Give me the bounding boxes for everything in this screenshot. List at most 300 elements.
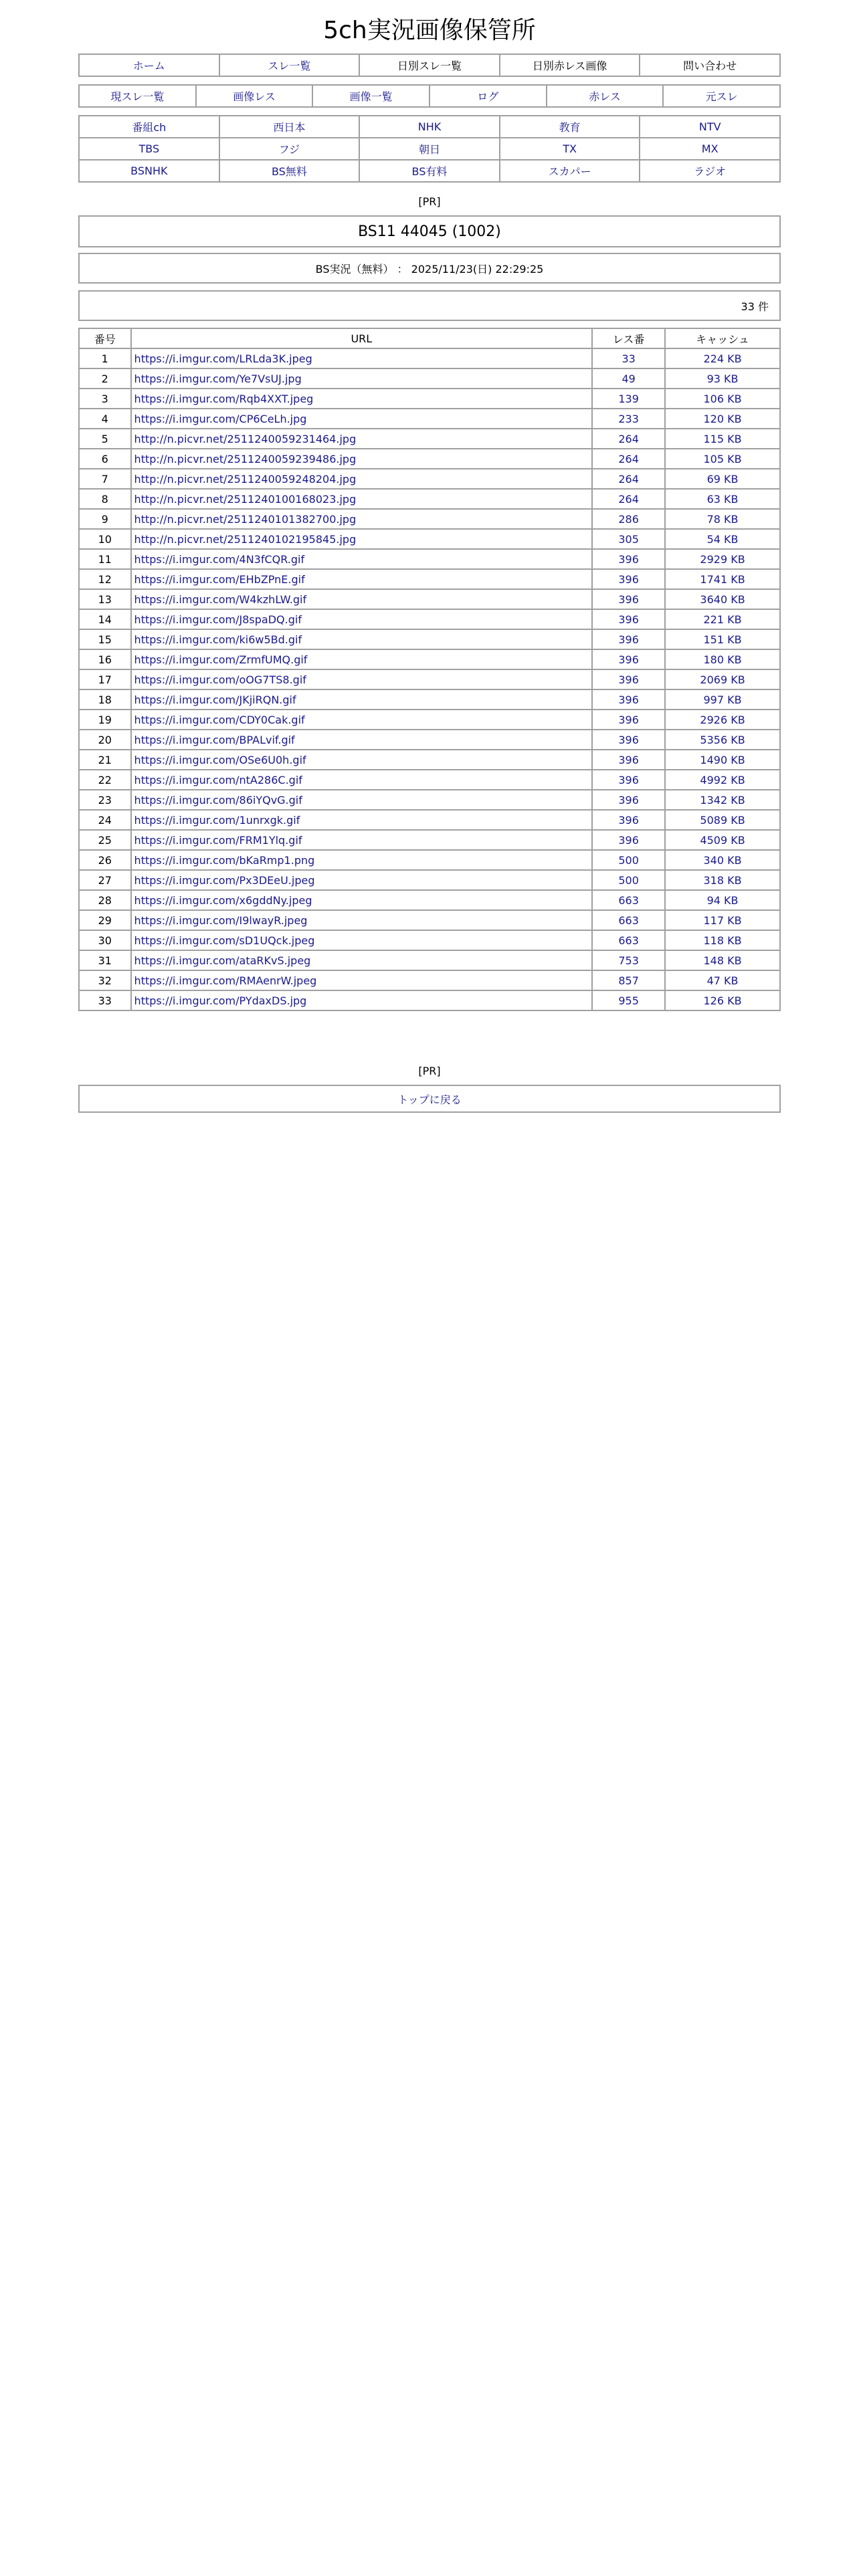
row-url-cell <box>131 770 593 790</box>
image-url-link[interactable]: https://i.imgur.com/PYdaxDS.jpg <box>134 994 307 1007</box>
cache-link[interactable]: 340 KB <box>703 853 742 867</box>
table-row <box>79 649 780 669</box>
row-res-cell <box>592 389 665 409</box>
image-url-link[interactable]: https://i.imgur.com/bKaRmp1.png <box>134 853 315 867</box>
row-res-cell <box>592 489 665 509</box>
image-url-link[interactable]: https://i.imgur.com/RMAenrW.jpeg <box>134 974 317 987</box>
row-url-cell <box>131 629 593 649</box>
image-url-link[interactable]: https://i.imgur.com/OSe6U0h.gif <box>134 753 306 766</box>
res-number-link[interactable]: 857 <box>618 974 639 987</box>
table-row <box>79 910 780 930</box>
row-url-cell <box>131 710 593 730</box>
header-url: URL <box>131 328 593 348</box>
channel-nav-row <box>79 116 780 138</box>
cache-link[interactable]: 69 KB <box>706 472 739 486</box>
channel-link[interactable]: 西日本 <box>273 121 306 134</box>
channel-nav-cell <box>219 116 360 138</box>
channel-link[interactable]: フジ <box>278 143 300 156</box>
row-url-cell <box>131 589 593 609</box>
res-number-link[interactable]: 139 <box>618 392 639 405</box>
row-res-cell <box>592 710 665 730</box>
row-url-cell <box>131 689 593 710</box>
channel-nav-cell <box>359 160 500 182</box>
row-res-cell <box>592 509 665 529</box>
channel-nav-row <box>79 138 780 160</box>
row-res-cell <box>592 348 665 368</box>
row-url-cell <box>131 790 593 810</box>
row-number: 16 <box>79 649 131 669</box>
channel-link[interactable]: 番組ch <box>132 121 167 134</box>
table-row <box>79 930 780 950</box>
res-number-link[interactable]: 955 <box>618 994 639 1007</box>
primary-nav-label[interactable]: 問い合わせ <box>683 60 737 72</box>
row-url-cell <box>131 389 593 409</box>
channel-link[interactable]: NTV <box>698 120 721 133</box>
row-number: 4 <box>79 409 131 429</box>
channel-nav-cell <box>500 138 640 160</box>
res-number-link[interactable]: 663 <box>618 934 639 947</box>
res-number-link[interactable]: 753 <box>618 954 639 967</box>
res-number-link[interactable]: 264 <box>618 432 639 445</box>
res-number-link[interactable]: 264 <box>618 452 639 465</box>
row-cache-cell <box>665 930 780 950</box>
channel-nav-cell <box>79 116 219 138</box>
secondary-nav-cell <box>547 85 664 107</box>
cache-link[interactable]: 221 KB <box>703 613 742 626</box>
secondary-nav-link[interactable]: 赤レス <box>589 90 621 103</box>
site-title: 5ch実況画像保管所 <box>323 17 536 44</box>
res-number-link[interactable]: 500 <box>618 873 639 887</box>
row-cache-cell <box>665 609 780 629</box>
row-number: 20 <box>79 730 131 750</box>
row-number: 13 <box>79 589 131 609</box>
back-to-top-box <box>78 1085 781 1113</box>
row-number: 33 <box>79 990 131 1010</box>
cache-link[interactable]: 151 KB <box>703 633 742 646</box>
image-url-link[interactable]: https://i.imgur.com/I9lwayR.jpeg <box>134 914 308 927</box>
table-row <box>79 509 780 529</box>
row-number: 10 <box>79 529 131 549</box>
channel-nav-cell <box>640 116 780 138</box>
row-number: 21 <box>79 750 131 770</box>
row-cache-cell <box>665 970 780 990</box>
table-row <box>79 810 780 830</box>
cache-link[interactable]: 63 KB <box>706 492 739 506</box>
channel-link[interactable]: BSNHK <box>130 165 168 177</box>
cache-link[interactable]: 115 KB <box>703 432 742 445</box>
row-number: 7 <box>79 469 131 489</box>
row-url-cell <box>131 950 593 970</box>
table-row <box>79 449 780 469</box>
primary-nav-label[interactable]: 日別赤レス画像 <box>532 60 607 72</box>
row-url-cell <box>131 469 593 489</box>
table-row <box>79 389 780 409</box>
res-number-link[interactable]: 396 <box>618 673 639 686</box>
thread-title: BS11 44045 (1002) <box>358 223 501 240</box>
row-res-cell <box>592 368 665 389</box>
table-row <box>79 569 780 589</box>
image-url-link[interactable]: https://i.imgur.com/Rqb4XXT.jpeg <box>134 392 314 405</box>
table-row <box>79 770 780 790</box>
image-url-link[interactable]: https://i.imgur.com/W4kzhLW.gif <box>134 593 307 606</box>
row-number: 1 <box>79 348 131 368</box>
row-res-cell <box>592 830 665 850</box>
res-number-link[interactable]: 396 <box>618 552 639 566</box>
row-cache-cell <box>665 770 780 790</box>
row-url-cell <box>131 429 593 449</box>
channel-link[interactable]: MX <box>701 142 719 155</box>
row-cache-cell <box>665 569 780 589</box>
table-row <box>79 348 780 368</box>
row-cache-cell <box>665 589 780 609</box>
secondary-nav-cell <box>663 85 780 107</box>
header-no: 番号 <box>79 328 131 348</box>
back-to-top-link[interactable]: トップに戻る <box>397 1093 462 1106</box>
row-res-cell <box>592 870 665 890</box>
res-number-link[interactable]: 264 <box>618 472 639 486</box>
row-number: 26 <box>79 850 131 870</box>
table-row <box>79 830 780 850</box>
cache-link[interactable]: 105 KB <box>703 452 742 465</box>
cache-link[interactable]: 54 KB <box>706 532 739 546</box>
channel-link[interactable]: TX <box>563 142 577 155</box>
row-number: 6 <box>79 449 131 469</box>
row-res-cell <box>592 810 665 830</box>
row-url-cell <box>131 850 593 870</box>
cache-link[interactable]: 106 KB <box>703 392 742 405</box>
row-cache-cell <box>665 850 780 870</box>
row-res-cell <box>592 750 665 770</box>
image-url-link[interactable]: https://i.imgur.com/LRLda3K.jpeg <box>134 352 312 365</box>
row-res-cell <box>592 890 665 910</box>
table-row <box>79 589 780 609</box>
thread-title-box <box>78 215 781 247</box>
primary-nav-link[interactable]: スレ一覧 <box>268 60 311 72</box>
table-row <box>79 429 780 449</box>
res-number-link[interactable]: 396 <box>618 773 639 786</box>
cache-link[interactable]: 126 KB <box>703 994 742 1007</box>
row-number: 12 <box>79 569 131 589</box>
res-number-link[interactable]: 49 <box>622 372 636 385</box>
row-res-cell <box>592 429 665 449</box>
res-number-link[interactable]: 396 <box>618 613 639 626</box>
channel-nav-cell <box>219 160 360 182</box>
row-cache-cell <box>665 529 780 549</box>
image-url-link[interactable]: https://i.imgur.com/Px3DEeU.jpeg <box>134 873 315 887</box>
row-number: 28 <box>79 890 131 910</box>
table-row <box>79 730 780 750</box>
row-res-cell <box>592 930 665 950</box>
image-url-link[interactable]: https://i.imgur.com/x6gddNy.jpeg <box>134 893 312 907</box>
row-url-cell <box>131 669 593 689</box>
image-url-link[interactable]: http://n.picvr.net/2511240102195845.jpg <box>134 532 357 546</box>
image-url-link[interactable]: https://i.imgur.com/CP6CeLh.jpg <box>134 412 307 425</box>
row-res-cell <box>592 569 665 589</box>
res-number-link[interactable]: 500 <box>618 853 639 867</box>
row-res-cell <box>592 529 665 549</box>
table-row <box>79 970 780 990</box>
res-number-link[interactable]: 396 <box>618 833 639 847</box>
row-res-cell <box>592 950 665 970</box>
channel-nav-cell <box>500 116 640 138</box>
row-cache-cell <box>665 730 780 750</box>
row-url-cell <box>131 810 593 830</box>
row-cache-cell <box>665 549 780 569</box>
channel-link[interactable]: 教育 <box>559 121 581 134</box>
row-url-cell <box>131 930 593 950</box>
secondary-nav-cell <box>312 85 430 107</box>
channel-nav-row <box>79 160 780 182</box>
row-url-cell <box>131 509 593 529</box>
primary-nav-cell[interactable] <box>500 54 640 76</box>
res-number-link[interactable]: 396 <box>618 753 639 766</box>
row-cache-cell <box>665 689 780 710</box>
res-number-link[interactable]: 663 <box>618 893 639 907</box>
row-number: 2 <box>79 368 131 389</box>
row-res-cell <box>592 790 665 810</box>
cache-link[interactable]: 4992 KB <box>700 773 745 786</box>
row-res-cell <box>592 970 665 990</box>
table-row <box>79 609 780 629</box>
row-res-cell <box>592 409 665 429</box>
row-number: 17 <box>79 669 131 689</box>
res-number-link[interactable]: 396 <box>618 733 639 746</box>
table-header-row <box>79 328 780 348</box>
cache-link[interactable]: 78 KB <box>706 512 739 526</box>
table-row <box>79 710 780 730</box>
channel-link[interactable]: スカパー <box>548 165 591 178</box>
primary-nav-cell[interactable] <box>359 54 500 76</box>
table-row <box>79 489 780 509</box>
row-res-cell <box>592 730 665 750</box>
table-row <box>79 850 780 870</box>
cache-link[interactable]: 1342 KB <box>700 793 745 807</box>
channel-nav-cell <box>79 160 219 182</box>
table-row <box>79 689 780 710</box>
channel-link[interactable]: ラジオ <box>694 165 727 178</box>
header-cache: キャッシュ <box>665 328 780 348</box>
row-number: 24 <box>79 810 131 830</box>
row-url-cell <box>131 609 593 629</box>
image-url-link[interactable]: https://i.imgur.com/ntA286C.gif <box>134 773 302 786</box>
row-cache-cell <box>665 409 780 429</box>
channel-link[interactable]: 朝日 <box>418 143 440 156</box>
result-count: 33 件 <box>741 300 769 313</box>
row-res-cell <box>592 850 665 870</box>
table-row <box>79 669 780 689</box>
image-url-link[interactable]: https://i.imgur.com/J8spaDQ.gif <box>134 613 302 626</box>
secondary-nav-link[interactable]: 現スレ一覧 <box>110 90 165 103</box>
res-number-link[interactable]: 396 <box>618 572 639 586</box>
row-res-cell <box>592 629 665 649</box>
row-url-cell <box>131 489 593 509</box>
cache-link[interactable]: 3640 KB <box>700 593 745 606</box>
res-number-link[interactable]: 396 <box>618 593 639 606</box>
image-url-link[interactable]: https://i.imgur.com/1unrxgk.gif <box>134 813 300 827</box>
channel-nav <box>78 115 781 183</box>
row-res-cell <box>592 469 665 489</box>
res-number-link[interactable]: 396 <box>618 813 639 827</box>
row-url-cell <box>131 409 593 429</box>
cache-link[interactable]: 4509 KB <box>700 833 745 847</box>
image-url-link[interactable]: http://n.picvr.net/2511240100168023.jpg <box>134 492 357 506</box>
res-number-link[interactable]: 286 <box>618 512 639 526</box>
image-url-link[interactable]: https://i.imgur.com/ataRKvS.jpeg <box>134 954 311 967</box>
secondary-nav-link[interactable]: 画像一覧 <box>349 90 393 103</box>
res-number-link[interactable]: 663 <box>618 914 639 927</box>
row-cache-cell <box>665 469 780 489</box>
secondary-nav-cell <box>79 85 196 107</box>
cache-link[interactable]: 318 KB <box>703 873 742 887</box>
primary-nav-cell <box>219 54 360 76</box>
channel-link[interactable]: BS無料 <box>271 165 307 178</box>
row-number: 31 <box>79 950 131 970</box>
res-number-link[interactable]: 233 <box>618 412 639 425</box>
row-cache-cell <box>665 710 780 730</box>
row-cache-cell <box>665 750 780 770</box>
cache-link[interactable]: 93 KB <box>706 372 739 385</box>
row-url-cell <box>131 449 593 469</box>
channel-link[interactable]: TBS <box>138 142 160 155</box>
row-number: 14 <box>79 609 131 629</box>
image-url-link[interactable]: https://i.imgur.com/ki6w5Bd.gif <box>134 633 302 646</box>
res-number-link[interactable]: 396 <box>618 653 639 666</box>
image-url-link[interactable]: https://i.imgur.com/CDY0Cak.gif <box>134 713 305 726</box>
row-url-cell <box>131 970 593 990</box>
cache-link[interactable]: 2926 KB <box>700 713 745 726</box>
row-url-cell <box>131 870 593 890</box>
table-row <box>79 529 780 549</box>
channel-nav-cell <box>219 138 360 160</box>
row-number: 11 <box>79 549 131 569</box>
image-url-link[interactable]: http://n.picvr.net/2511240101382700.jpg <box>134 512 357 526</box>
row-res-cell <box>592 910 665 930</box>
image-url-link[interactable]: https://i.imgur.com/ZrmfUMQ.gif <box>134 653 308 666</box>
image-url-link[interactable]: http://n.picvr.net/2511240059231464.jpg <box>134 432 357 445</box>
secondary-nav-link[interactable]: 画像レス <box>233 90 276 103</box>
res-number-link[interactable]: 396 <box>618 693 639 706</box>
image-url-link[interactable]: https://i.imgur.com/EHbZPnE.gif <box>134 572 305 586</box>
image-url-link[interactable]: https://i.imgur.com/4N3fCQR.gif <box>134 552 305 566</box>
row-number: 8 <box>79 489 131 509</box>
cache-link[interactable]: 47 KB <box>706 974 739 987</box>
row-url-cell <box>131 348 593 368</box>
cache-link[interactable]: 997 KB <box>703 693 742 706</box>
image-url-link[interactable]: https://i.imgur.com/Ye7VsUJ.jpg <box>134 372 302 385</box>
channel-link[interactable]: BS有料 <box>411 165 448 178</box>
res-number-link[interactable]: 264 <box>618 492 639 506</box>
secondary-nav <box>78 84 781 108</box>
channel-link[interactable]: NHK <box>417 120 442 133</box>
res-number-link[interactable]: 396 <box>618 793 639 807</box>
cache-link[interactable]: 5089 KB <box>700 813 745 827</box>
secondary-nav-link[interactable]: 元スレ <box>705 90 738 103</box>
image-url-link[interactable]: https://i.imgur.com/oOG7TS8.gif <box>134 673 306 686</box>
primary-nav-link[interactable]: ホーム <box>132 60 165 72</box>
row-number: 5 <box>79 429 131 449</box>
row-cache-cell <box>665 870 780 890</box>
row-cache-cell <box>665 649 780 669</box>
image-url-link[interactable]: http://n.picvr.net/2511240059248204.jpg <box>134 472 357 486</box>
res-number-link[interactable]: 33 <box>622 352 636 365</box>
channel-nav-cell <box>640 138 780 160</box>
thread-info-box <box>78 253 781 284</box>
table-row <box>79 368 780 389</box>
row-url-cell <box>131 890 593 910</box>
row-cache-cell <box>665 449 780 469</box>
row-number: 32 <box>79 970 131 990</box>
row-number: 3 <box>79 389 131 409</box>
row-cache-cell <box>665 489 780 509</box>
row-number: 9 <box>79 509 131 529</box>
row-number: 29 <box>79 910 131 930</box>
image-url-link[interactable]: https://i.imgur.com/sD1UQck.jpeg <box>134 934 315 947</box>
pr-label-top: [PR] <box>418 195 441 208</box>
thread-info: BS実況（無料） ： 2025/11/23(日) 22:29:25 <box>315 262 544 276</box>
row-cache-cell <box>665 629 780 649</box>
row-url-cell <box>131 649 593 669</box>
image-table <box>78 328 781 1011</box>
table-row <box>79 870 780 890</box>
cache-link[interactable]: 1490 KB <box>700 753 745 766</box>
row-cache-cell <box>665 990 780 1010</box>
row-url-cell <box>131 830 593 850</box>
image-url-link[interactable]: https://i.imgur.com/86iYQvG.gif <box>134 793 302 807</box>
res-number-link[interactable]: 396 <box>618 713 639 726</box>
primary-nav-label[interactable]: 日別スレ一覧 <box>397 60 462 72</box>
row-cache-cell <box>665 890 780 910</box>
row-url-cell <box>131 549 593 569</box>
cache-link[interactable]: 224 KB <box>703 352 742 365</box>
row-res-cell <box>592 770 665 790</box>
row-number: 18 <box>79 689 131 710</box>
cache-link[interactable]: 120 KB <box>703 412 742 425</box>
res-number-link[interactable]: 305 <box>618 532 639 546</box>
row-res-cell <box>592 589 665 609</box>
cache-link[interactable]: 117 KB <box>703 914 742 927</box>
row-res-cell <box>592 549 665 569</box>
cache-link[interactable]: 118 KB <box>703 934 742 947</box>
row-res-cell <box>592 609 665 629</box>
cache-link[interactable]: 5356 KB <box>700 733 745 746</box>
secondary-nav-cell <box>196 85 313 107</box>
table-row <box>79 629 780 649</box>
channel-nav-cell <box>359 116 500 138</box>
row-cache-cell <box>665 790 780 810</box>
cache-link[interactable]: 148 KB <box>703 954 742 967</box>
table-row <box>79 890 780 910</box>
table-row <box>79 990 780 1010</box>
row-number: 23 <box>79 790 131 810</box>
res-number-link[interactable]: 396 <box>618 633 639 646</box>
image-url-link[interactable]: http://n.picvr.net/2511240059239486.jpg <box>134 452 357 465</box>
image-url-link[interactable]: https://i.imgur.com/FRM1Ylq.gif <box>134 833 302 847</box>
secondary-nav-link[interactable]: ログ <box>477 90 499 103</box>
row-url-cell <box>131 750 593 770</box>
cache-link[interactable]: 1741 KB <box>700 572 745 586</box>
cache-link[interactable]: 94 KB <box>706 893 739 907</box>
header-res: レス番 <box>592 328 665 348</box>
primary-nav-cell[interactable] <box>640 54 780 76</box>
cache-link[interactable]: 2069 KB <box>700 673 745 686</box>
row-cache-cell <box>665 348 780 368</box>
row-cache-cell <box>665 830 780 850</box>
image-url-link[interactable]: https://i.imgur.com/JKjiRQN.gif <box>134 693 296 706</box>
row-cache-cell <box>665 429 780 449</box>
cache-link[interactable]: 2929 KB <box>700 552 745 566</box>
cache-link[interactable]: 180 KB <box>703 653 742 666</box>
image-url-link[interactable]: https://i.imgur.com/BPALvif.gif <box>134 733 295 746</box>
